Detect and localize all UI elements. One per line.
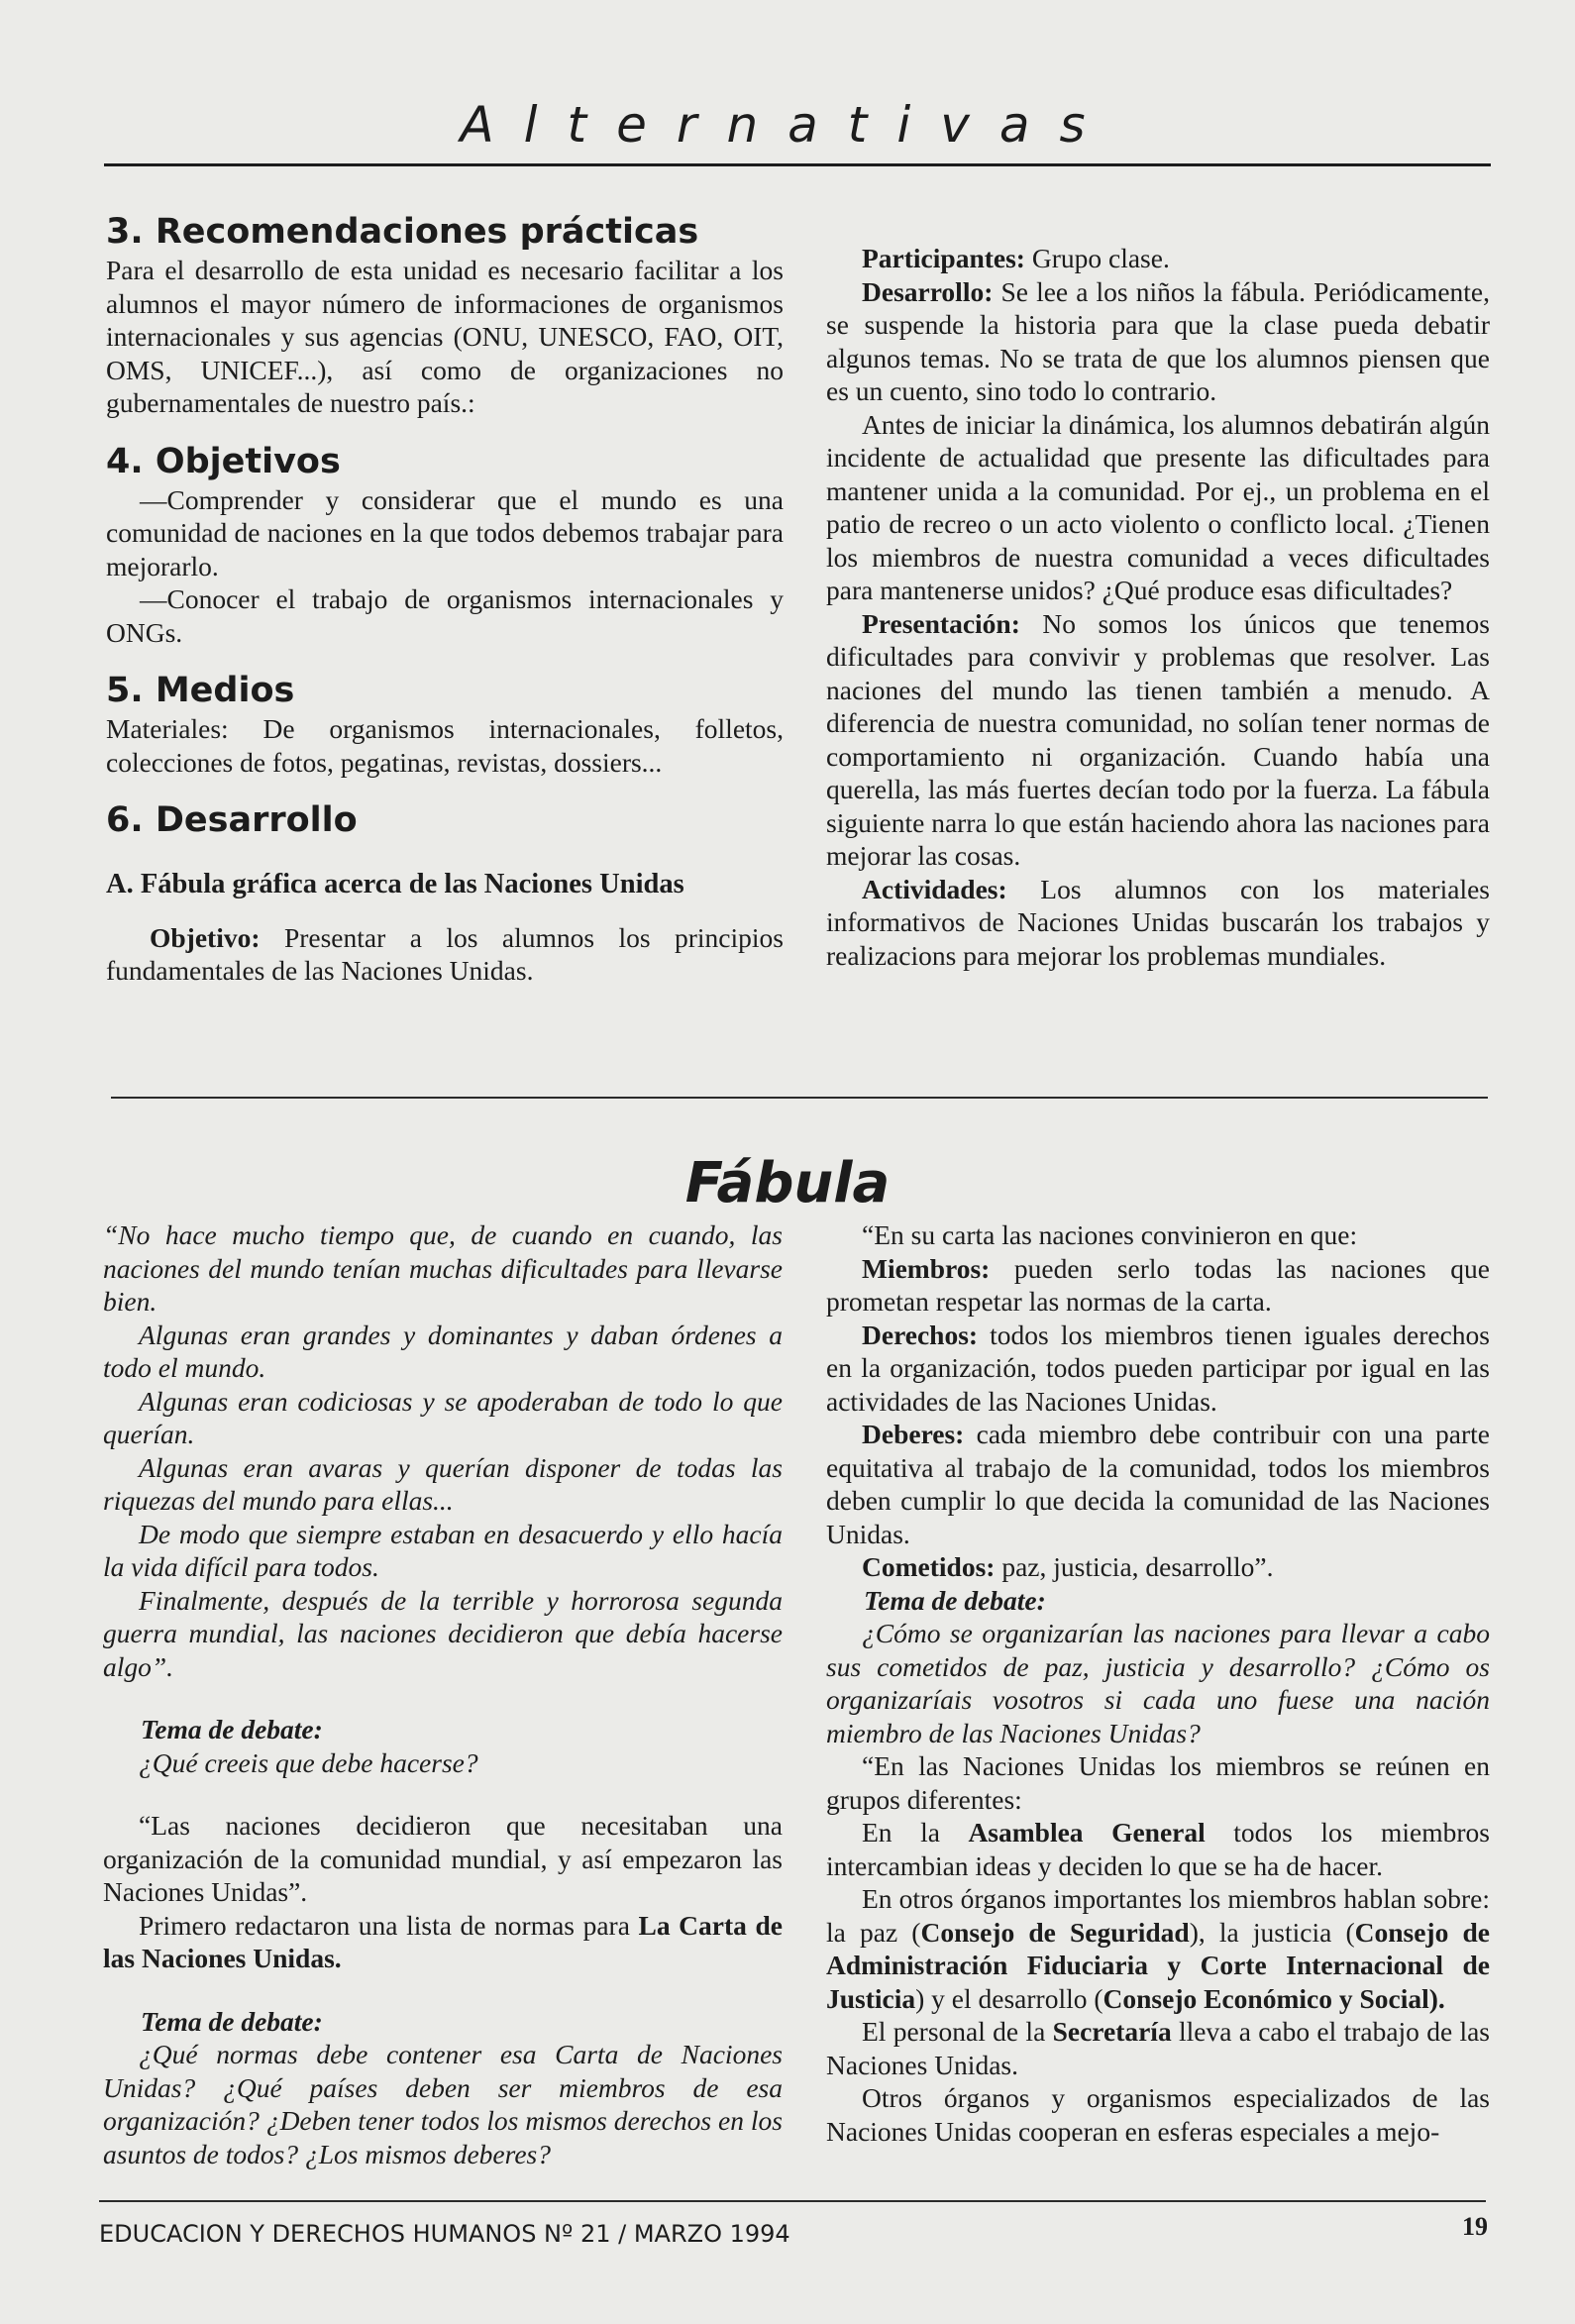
duties-text: cada miembro debe contribuir con una parte equitativa al trabajo de la comunidad, todos los miembros deben cumplir lo que decida la comunidad de las Naciones Unidas.: [826, 1419, 1490, 1549]
duties-paragraph: [826, 1418, 1490, 1550]
participants-paragraph: [826, 242, 1490, 275]
objective-item-1: —Comprender y considerar que el mundo es una comunidad de naciones en la que todos debemos trabajar para mejorarlo.: [106, 483, 784, 581]
debate-topic-label: Tema de debate:: [141, 1714, 323, 1744]
secretariat-text: El personal de la: [862, 2016, 1053, 2047]
publication-footer: EDUCACION Y DERECHOS HUMANOS Nº 21 / MARZO 1994: [99, 2220, 790, 2248]
section-5-text: Materiales: De organismos internacionales, folletos, colecciones de fotos, pegatinas, revistas, dossiers...: [106, 713, 784, 778]
section-6-heading: 6. Desarrollo: [106, 800, 358, 840]
objective-item-2: —Conocer el trabajo de organismos internacionales y ONGs.: [106, 583, 784, 648]
fabula-paragraph: “Las naciones decidieron que necesitaban una organización de la comunidad mundial, y así empezaron las Naciones Unidas”.: [103, 1810, 783, 1907]
other-organs-text: ), la justicia (: [1189, 1916, 1355, 1948]
activities-label: Actividades:: [862, 873, 1007, 904]
debate-topic-question: ¿Qué normas debe contener esa Carta de Naciones Unidas? ¿Qué países deben ser miembros de esa organización? ¿Deben tener todos los mismos derechos en los asuntos de todos? ¿Los mismos deberes?: [103, 2039, 783, 2169]
other-organs-text: ) y el desarrollo (: [915, 1982, 1103, 2014]
charter-intro: “En su carta las naciones convinieron en que:: [862, 1219, 1358, 1250]
page-number: 19: [1462, 2212, 1488, 2241]
section-3-text: Para el desarrollo de esta unidad es necesario facilitar a los alumnos el mayor número de informaciones de organismos internacionales y sus agencias (ONU, UNESCO, FAO, OIT, OMS, UNICEF...), así como de organizaciones no gubernamentales de nuestro país.:: [106, 255, 784, 418]
trusteeship-court-name: Consejo de Administración Fiduciaria y Corte Internacional de Justicia: [826, 1916, 1490, 2014]
specialized-agencies-paragraph: Otros órganos y organismos especializados de las Naciones Unidas cooperan en esferas especiales a mejo-: [826, 2082, 1490, 2147]
activities-text: Los alumnos con los materiales informativos de Naciones Unidas buscarán los trabajos y realizacions para mejorar los problemas mundiales.: [826, 873, 1490, 971]
objective-paragraph: [106, 921, 784, 988]
duties-label: Deberes:: [862, 1419, 965, 1449]
debate-topic-question: ¿Qué creeis que debe hacerse?: [139, 1746, 478, 1778]
members-paragraph: [826, 1252, 1490, 1319]
groups-paragraph: “En las Naciones Unidas los miembros se reúnen en grupos diferentes:: [826, 1750, 1490, 1815]
debate-topic-question: ¿Cómo se organizarían las naciones para llevar a cabo sus cometidos de paz, justicia y desarrollo? ¿Cómo os organizaríais vosotros si cada uno fuese una nación miembro de las Naciones Unidas?: [826, 1618, 1490, 1748]
presentation-label: Presentación:: [862, 607, 1020, 639]
left-column-top: [106, 210, 784, 988]
economic-social-council-name: Consejo Económico y Social).: [1102, 1982, 1445, 2014]
tasks-label: Cometidos:: [862, 1551, 996, 1582]
members-text: pueden serlo todas las naciones que prometan respetar las normas de la carta.: [826, 1252, 1490, 1317]
objective-text: Presentar a los alumnos los principios fundamentales de las Naciones Unidas.: [106, 921, 784, 986]
header-rule: [104, 163, 1491, 166]
before-start-paragraph: Antes de iniciar la dinámica, los alumnos debatirán algún incidente de actualidad que presente las dificultades para mantener unida a la comunidad. Por ej., un problema en el patio de recreo o un acto violento o conflicto local. ¿Tienen los miembros de nuestra comunidad a veces dificultades para mantenerse unidos? ¿Qué produce esas dificultades?: [826, 408, 1490, 605]
charter-paragraph: [103, 1909, 783, 1975]
participants-text: Grupo clase.: [1024, 243, 1170, 273]
security-council-name: Consejo de Seguridad: [920, 1916, 1190, 1948]
debate-topic-label: Tema de debate:: [141, 2005, 323, 2037]
general-assembly-text: todos los miembros intercambian ideas y deciden lo que se ha de hacer.: [826, 1817, 1490, 1881]
section-6-subheading: A. Fábula gráfica acerca de las Naciones Unidas: [106, 869, 684, 899]
general-assembly-name: Asamblea General: [968, 1817, 1206, 1848]
section-divider-rule: [111, 1097, 1488, 1099]
fabula-paragraph: De modo que siempre estaban en desacuerdo y ello hacía la vida difícil para todos.: [103, 1518, 783, 1582]
secretariat-name: Secretaría: [1052, 2016, 1172, 2047]
right-column-top: [826, 242, 1490, 972]
fabula-paragraph: Algunas eran avaras y querían disponer de todas las riquezas del mundo para ellas...: [103, 1451, 783, 1516]
fabula-paragraph: Finalmente, después de la terrible y horrorosa segunda guerra mundial, las naciones decidieron que debía hacerse algo”.: [103, 1584, 783, 1682]
fabula-paragraph: Algunas eran grandes y dominantes y daban órdenes a todo el mundo.: [103, 1319, 783, 1383]
development-paragraph: [826, 275, 1490, 408]
fabula-right-column: [826, 1218, 1490, 2148]
general-assembly-text: En la: [862, 1817, 969, 1848]
charter-text: Primero redactaron una lista de normas para: [139, 1909, 639, 1941]
fabula-title: Fábula: [684, 1151, 891, 1215]
rights-label: Derechos:: [862, 1319, 979, 1350]
tasks-text: paz, justicia, desarrollo”.: [995, 1551, 1274, 1582]
presentation-paragraph: [826, 607, 1490, 873]
fabula-left-column: [103, 1218, 783, 2170]
secretariat-text: lleva a cabo el trabajo de las Naciones Unidas.: [826, 2016, 1491, 2080]
fabula-paragraph: Algunas eran codiciosas y se apoderaban de todo lo que querían.: [103, 1385, 783, 1449]
section-4-heading: 4. Objetivos: [106, 441, 341, 481]
fabula-paragraph: “No hace mucho tiempo que, de cuando en cuando, las naciones del mundo tenían muchas dificultades para llevarse bien.: [103, 1219, 783, 1317]
rights-paragraph: [826, 1319, 1490, 1419]
activities-paragraph: [826, 873, 1490, 973]
section-5-heading: 5. Medios: [106, 671, 295, 710]
presentation-text: No somos los únicos que tenemos dificultades para convivir y problemas que resolver. Las naciones del mundo las tienen también a menudo. A diferencia de nuestra comunidad, no solían tener normas de comportamiento ni organización. Cuando había una querella, las más fuertes decían todo por la fuerza. La fábula siguiente narra lo que están haciendo ahora las naciones para mejorar las cosas.: [826, 607, 1490, 871]
members-label: Miembros:: [862, 1252, 991, 1284]
charter-name: La Carta de las Naciones Unidas.: [103, 1909, 783, 1973]
tasks-paragraph: [826, 1550, 1490, 1584]
other-organs-paragraph: [826, 1882, 1490, 2015]
section-header-title: Alternativas: [460, 96, 1115, 154]
development-text: Se lee a los niños la fábula. Periódicamente, se suspende la historia para que la clase pueda debatir algunos temas. No se trata de que los alumnos piensen que es un cuento, sino todo lo contrario.: [826, 275, 1490, 406]
objective-label: Objetivo:: [150, 921, 261, 953]
section-3-heading: 3. Recomendaciones prácticas: [106, 212, 699, 252]
debate-topic-label: Tema de debate:: [864, 1584, 1046, 1616]
other-organs-text: En otros órganos importantes los miembros hablan sobre: la paz (: [826, 1883, 1490, 1948]
development-label: Desarrollo:: [862, 275, 994, 307]
participants-label: Participantes:: [862, 243, 1025, 273]
general-assembly-paragraph: [826, 1816, 1490, 1882]
secretariat-paragraph: [826, 2015, 1490, 2081]
rights-text: todos los miembros tienen iguales derechos en la organización, todos pueden participar por igual en las actividades de las Naciones Unidas.: [826, 1319, 1490, 1417]
footer-rule: [99, 2200, 1486, 2202]
